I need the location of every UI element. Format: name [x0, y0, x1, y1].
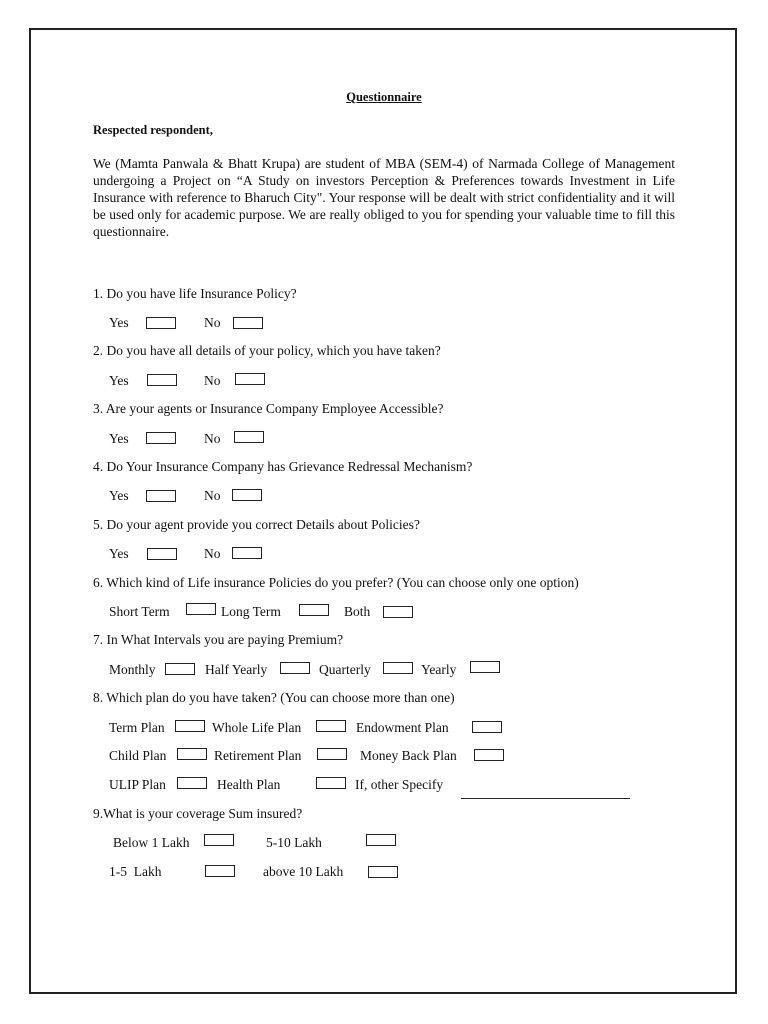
- q8-endowment-plan-checkbox[interactable]: [472, 721, 502, 733]
- q9-1-5-lakh-checkbox[interactable]: [205, 865, 235, 877]
- q4-no-label: No: [204, 488, 221, 503]
- q7-half-yearly-label: Half Yearly: [205, 662, 268, 677]
- q3-yes-label: Yes: [109, 431, 129, 446]
- q2-yes-checkbox[interactable]: [147, 374, 177, 386]
- q2-no-checkbox[interactable]: [235, 373, 265, 385]
- q9-above-10-lakh-label: above 10 Lakh: [263, 864, 344, 879]
- q7-quarterly-checkbox[interactable]: [383, 662, 413, 674]
- q6-short-term-checkbox[interactable]: [186, 603, 216, 615]
- q7-half-yearly-checkbox[interactable]: [280, 662, 310, 674]
- q6-long-term-label: Long Term: [221, 604, 281, 619]
- q8-other-specify-label: If, other Specify: [355, 777, 444, 792]
- q1-yes-checkbox[interactable]: [146, 317, 176, 329]
- q8-child-plan-checkbox[interactable]: [177, 748, 207, 760]
- question-5: 5. Do your agent provide you correct Details about Policies?: [93, 517, 420, 532]
- q8-money-back-plan-label: Money Back Plan: [360, 748, 457, 763]
- q8-ulip-plan-label: ULIP Plan: [109, 777, 166, 792]
- q7-quarterly-label: Quarterly: [319, 662, 371, 677]
- q8-term-plan-checkbox[interactable]: [175, 720, 205, 732]
- question-8: 8. Which plan do you have taken? (You can choose more than one): [93, 690, 455, 705]
- q7-yearly-label: Yearly: [421, 662, 457, 677]
- q4-yes-checkbox[interactable]: [146, 490, 176, 502]
- q5-no-label: No: [204, 546, 221, 561]
- q9-below-1-lakh-checkbox[interactable]: [204, 834, 234, 846]
- greeting: Respected respondent,: [93, 123, 213, 137]
- q7-monthly-label: Monthly: [109, 662, 156, 677]
- question-6: 6. Which kind of Life insurance Policies do you prefer? (You can choose only one option): [93, 575, 579, 590]
- q6-short-term-label: Short Term: [109, 604, 170, 619]
- q1-no-checkbox[interactable]: [233, 317, 263, 329]
- q8-child-plan-label: Child Plan: [109, 748, 167, 763]
- q3-no-checkbox[interactable]: [234, 431, 264, 443]
- q8-health-plan-label: Health Plan: [217, 777, 281, 792]
- intro-paragraph: We (Mamta Panwala & Bhatt Krupa) are student of MBA (SEM-4) of Narmada College of Management undergoing a Project on “A Study on investors Perception & Preferences towards Investment in Life Insurance with reference to Bharuch City". Your response will be dealt with strict confidentiality and it will be used only for academic purpose. We are really obliged to you for spending your valuable time to fill this questionnaire.: [93, 156, 675, 239]
- q8-endowment-plan-label: Endowment Plan: [356, 720, 449, 735]
- q7-monthly-checkbox[interactable]: [165, 663, 195, 675]
- q1-no-label: No: [204, 315, 221, 330]
- q8-term-plan-label: Term Plan: [109, 720, 165, 735]
- q7-yearly-checkbox[interactable]: [470, 661, 500, 673]
- q9-5-10-lakh-label: 5-10 Lakh: [266, 835, 322, 850]
- question-2: 2. Do you have all details of your policy, which you have taken?: [93, 343, 441, 358]
- q1-yes-label: Yes: [109, 315, 129, 330]
- q2-yes-label: Yes: [109, 373, 129, 388]
- page-title: Questionnaire: [346, 90, 422, 104]
- question-4: 4. Do Your Insurance Company has Grievance Redressal Mechanism?: [93, 459, 473, 474]
- question-9: 9.What is your coverage Sum insured?: [93, 806, 303, 821]
- q4-yes-label: Yes: [109, 488, 129, 503]
- q8-ulip-plan-checkbox[interactable]: [177, 777, 207, 789]
- q3-no-label: No: [204, 431, 221, 446]
- q8-retirement-plan-label: Retirement Plan: [214, 748, 302, 763]
- q5-yes-label: Yes: [109, 546, 129, 561]
- question-7: 7. In What Intervals you are paying Premium?: [93, 632, 344, 647]
- q6-both-label: Both: [344, 604, 371, 619]
- question-3: 3. Are your agents or Insurance Company Employee Accessible?: [93, 401, 444, 416]
- question-1: 1. Do you have life Insurance Policy?: [93, 286, 297, 301]
- q9-1-5-lakh-label: 1-5 Lakh: [109, 864, 162, 879]
- q8-whole-life-plan-label: Whole Life Plan: [212, 720, 302, 735]
- q6-both-checkbox[interactable]: [383, 606, 413, 618]
- q9-above-10-lakh-checkbox[interactable]: [368, 866, 398, 878]
- q8-other-specify-line[interactable]: [461, 798, 630, 799]
- q9-below-1-lakh-label: Below 1 Lakh: [113, 835, 190, 850]
- q8-retirement-plan-checkbox[interactable]: [317, 748, 347, 760]
- q9-5-10-lakh-checkbox[interactable]: [366, 834, 396, 846]
- q5-no-checkbox[interactable]: [232, 547, 262, 559]
- q6-long-term-checkbox[interactable]: [299, 604, 329, 616]
- q3-yes-checkbox[interactable]: [146, 432, 176, 444]
- q8-money-back-plan-checkbox[interactable]: [474, 749, 504, 761]
- q2-no-label: No: [204, 373, 221, 388]
- q8-health-plan-checkbox[interactable]: [316, 777, 346, 789]
- q4-no-checkbox[interactable]: [232, 489, 262, 501]
- q8-whole-life-plan-checkbox[interactable]: [316, 720, 346, 732]
- q5-yes-checkbox[interactable]: [147, 548, 177, 560]
